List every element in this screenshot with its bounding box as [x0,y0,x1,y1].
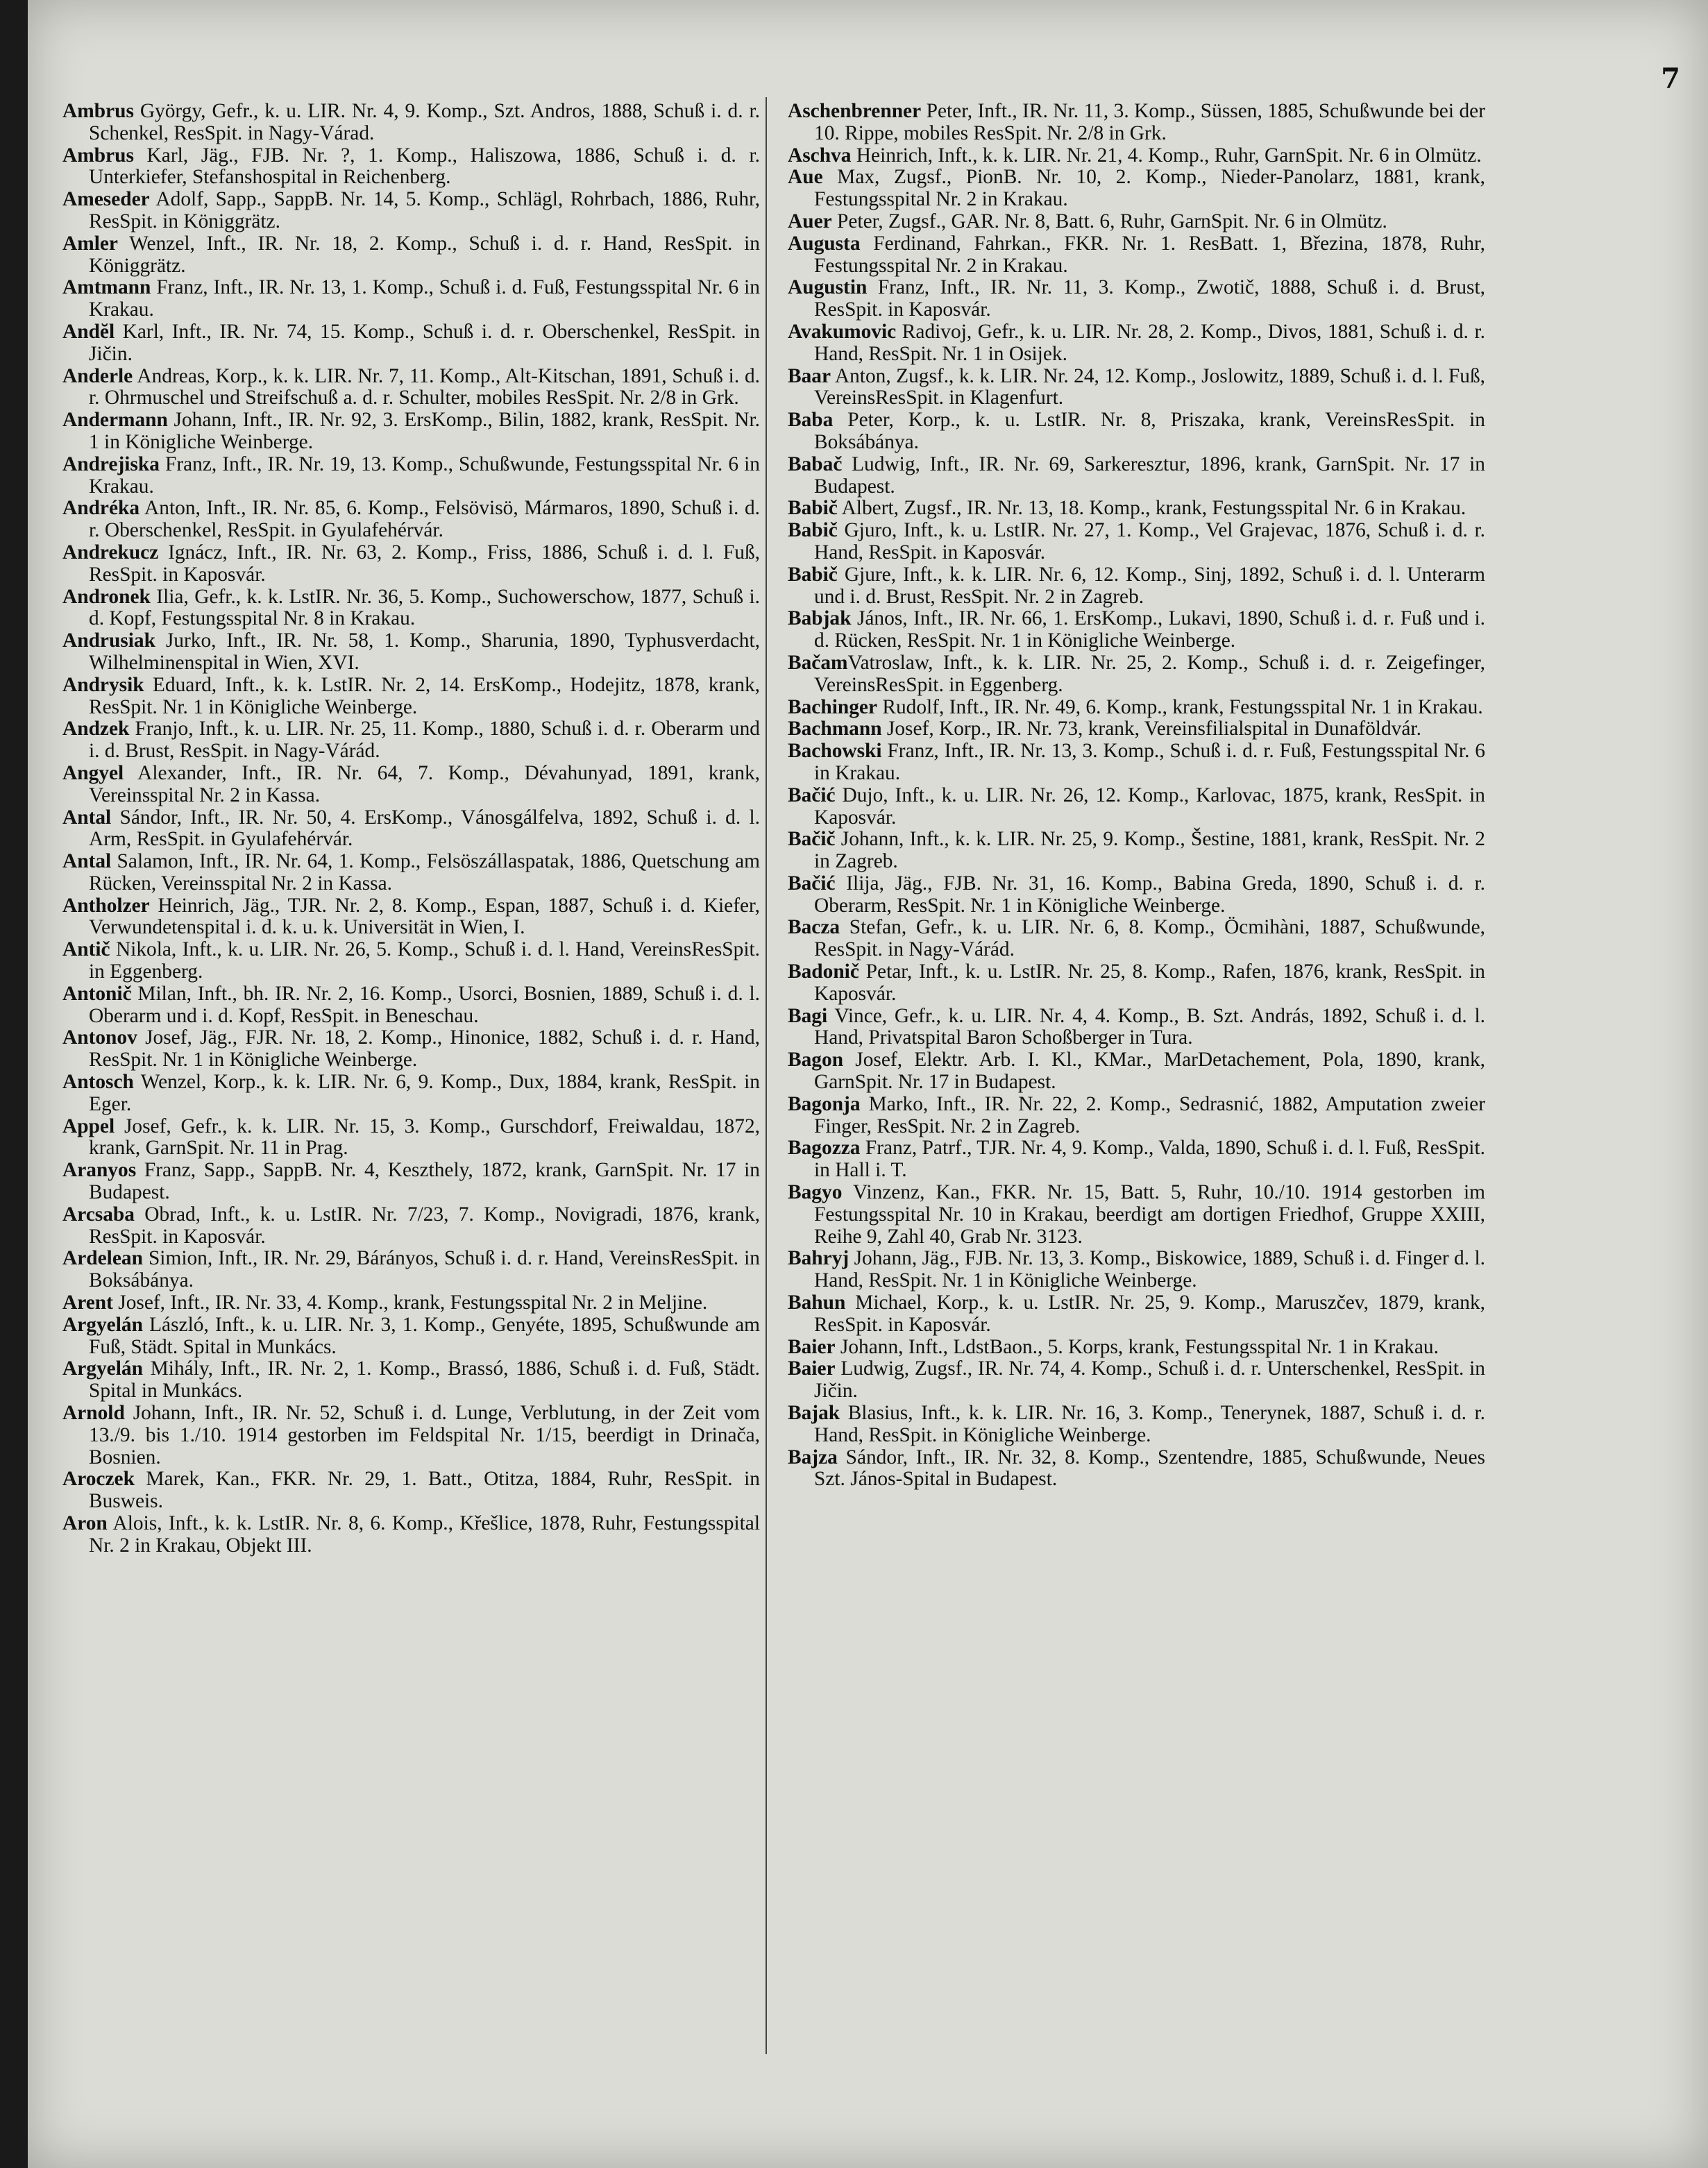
entry-surname: Antal [62,806,112,829]
entry-details: Johann, Inft., LdstBaon., 5. Korps, krank, Festungsspital Nr. 1 in Krakau. [835,1335,1439,1358]
casualty-entry [62,1513,760,1557]
entry-details: Nikola, Inft., k. u. LIR. Nr. 26, 5. Komp., Schuß i. d. l. Hand, VereinsResSpit. in Eggenberg. [89,938,760,983]
entry-details: Gjuro, Inft., k. u. LstIR. Nr. 27, 1. Komp., Vel Grajevac, 1876, Schuß i. d. r. Hand, ResSpit. in Kaposvár. [814,519,1485,564]
entry-surname: Aranyos [62,1159,137,1182]
entry-details: Ludwig, Inft., IR. Nr. 69, Sarkeresztur, 1896, krank, GarnSpit. Nr. 17 in Budapest. [814,452,1485,498]
entry-surname: Babač [788,452,843,475]
entry-surname: Bahun [788,1292,846,1314]
casualty-entry [788,873,1485,917]
casualty-entry [62,233,760,278]
casualty-entry [62,1160,760,1204]
entry-details: Peter, Inft., IR. Nr. 11, 3. Komp., Süssen, 1885, Schußwunde bei der 10. Rippe, mobiles ResSpit. Nr. 2/8 in Grk. [814,100,1485,144]
entry-surname: Babič [788,519,838,542]
casualty-entry [62,1403,760,1468]
entry-surname: Bajza [788,1446,838,1468]
entry-surname: Appel [62,1115,115,1137]
entry-surname: Amler [62,232,118,255]
entry-surname: Andrekucz [62,541,159,564]
casualty-entry [788,1292,1485,1337]
entry-details: Sándor, Inft., IR. Nr. 50, 4. ErsKomp., Vánosgálfelva, 1892, Schuß i. d. l. Arm, ResSpit. in Gyulafehérvár. [89,806,760,851]
entry-details: Ilia, Gefr., k. k. LstIR. Nr. 36, 5. Komp., Suchowerschow, 1877, Schuß i. d. Kopf, Festungsspital Nr. 8 in Krakau. [89,585,760,630]
entry-details: Ludwig, Zugsf., IR. Nr. 74, 4. Komp., Schuß i. d. r. Unterschenkel, ResSpit. in Jičin. [814,1357,1485,1403]
entry-surname: Bačič [788,828,836,851]
entry-details: Vatroslaw, Inft., k. k. LIR. Nr. 25, 2. Komp., Schuß i. d. r. Zeigefinger, VereinsResSpit. in Eggenberg. [814,651,1485,696]
casualty-entry [788,366,1485,410]
entry-surname: Babjak [788,607,852,630]
entry-surname: Baier [788,1335,836,1358]
casualty-entry [62,895,760,940]
entry-details: Radivoj, Gefr., k. u. LIR. Nr. 28, 2. Komp., Divos, 1881, Schuß i. d. r. Hand, ResSpit. Nr. 1 in Osijek. [814,320,1485,365]
casualty-entry [62,1072,760,1116]
entry-surname: Arcsaba [62,1203,135,1226]
entry-details: Wenzel, Inft., IR. Nr. 18, 2. Komp., Schuß i. d. r. Hand, ResSpit. in Königgrätz. [89,232,760,277]
casualty-entry [788,520,1485,564]
casualty-entry [788,564,1485,609]
entry-details: Johann, Inft., k. k. LIR. Nr. 25, 9. Komp., Šestine, 1881, krank, ResSpit. Nr. 2 in Zagreb. [814,828,1485,873]
entry-surname: Angyel [62,761,124,784]
casualty-entry [62,630,760,675]
entry-details: Wenzel, Korp., k. k. LIR. Nr. 6, 9. Komp., Dux, 1884, krank, ResSpit. in Eger. [89,1071,760,1115]
entry-details: Gjure, Inft., k. k. LIR. Nr. 6, 12. Komp., Sinj, 1892, Schuß i. d. l. Unterarm und i. d. Brust, ResSpit. Nr. 2 in Zagreb. [814,563,1485,608]
casualty-entry [788,1137,1485,1182]
entry-details: Vince, Gefr., k. u. LIR. Nr. 4, 4. Komp., B. Szt. András, 1892, Schuß i. d. l. Hand, Privatspital Baron Schoßberger in Tura. [814,1004,1485,1049]
casualty-entry [788,1358,1485,1403]
entry-details: Franz, Inft., IR. Nr. 19, 13. Komp., Schußwunde, Festungsspital Nr. 6 in Krakau. [89,452,760,498]
casualty-entry [62,1248,760,1292]
entry-details: Josef, Inft., IR. Nr. 33, 4. Komp., krank, Festungsspital Nr. 2 in Meljine. [112,1292,708,1314]
entry-surname: Augustin [788,276,868,299]
entry-surname: Arnold [62,1402,125,1425]
entry-surname: Andrysik [62,673,144,696]
entry-details: Salamon, Inft., IR. Nr. 64, 1. Komp., Felsöszállaspatak, 1886, Quetschung am Rücken, Vereinsspital Nr. 2 in Kassa. [89,850,760,895]
entry-details: Josef, Korp., IR. Nr. 73, krank, Vereinsfilialspital in Dunaföldvár. [881,718,1421,740]
entry-surname: Bajak [788,1402,840,1425]
entry-surname: Bagonja [788,1092,861,1115]
entry-surname: Antonič [62,982,132,1005]
entry-surname: Bačić [788,872,836,895]
casualty-entry [62,1204,760,1248]
entry-surname: Avakumovic [788,320,897,343]
casualty-entry [788,608,1485,652]
casualty-entry [788,277,1485,321]
casualty-entry [62,454,760,498]
casualty-entry [62,763,760,807]
casualty-entry [788,1049,1485,1094]
casualty-entry [62,1116,760,1160]
entry-details: Andreas, Korp., k. k. LIR. Nr. 7, 11. Komp., Alt-Kitschan, 1891, Schuß i. d. r. Ohrmuschel und Streifschuß a. d. r. Schulter, mobiles ResSpit. Nr. 2/8 in Grk. [89,364,760,409]
entry-details: Ferdinand, Fahrkan., FKR. Nr. 1. ResBatt. 1, Březina, 1878, Ruhr, Festungsspital Nr. 2 in Krakau. [814,232,1485,277]
entry-surname: Antholzer [62,894,150,917]
entry-details: Franz, Inft., IR. Nr. 11, 3. Komp., Zwotič, 1888, Schuß i. d. Brust, ResSpit. in Kaposvár. [814,276,1485,321]
entry-surname: Andronek [62,585,151,608]
casualty-entry [788,829,1485,873]
document-page [28,0,1708,2168]
casualty-entry [62,807,760,852]
entry-surname: Bačam [788,651,848,674]
entry-details: Marko, Inft., IR. Nr. 22, 2. Komp., Sedrasnić, 1882, Amputation zweier Finger, ResSpit. Nr. 2 in Zagreb. [814,1092,1485,1137]
casualty-entry [62,983,760,1028]
entry-details: Simion, Inft., IR. Nr. 29, Bárányos, Schuß i. d. r. Hand, VereinsResSpit. in Boksábánya. [89,1247,760,1292]
entry-details: Milan, Inft., bh. IR. Nr. 2, 16. Komp., Usorci, Bosnien, 1889, Schuß i. d. l. Oberarm und i. d. Kopf, ResSpit. in Beneschau. [89,982,760,1027]
entry-details: Ignácz, Inft., IR. Nr. 63, 2. Komp., Friss, 1886, Schuß i. d. l. Fuß, ResSpit. in Kaposvár. [89,541,760,586]
column-divider [766,97,767,2054]
entry-surname: Aron [62,1512,108,1534]
entry-details: Franz, Patrf., TJR. Nr. 4, 9. Komp., Valda, 1890, Schuß i. d. l. Fuß, ResSpit. in Hall i. T. [814,1137,1485,1182]
entry-surname: Baier [788,1357,836,1380]
casualty-entry [62,189,760,233]
entry-details: Heinrich, Inft., k. k. LIR. Nr. 21, 4. Komp., Ruhr, GarnSpit. Nr. 6 in Olmütz. [851,144,1482,167]
entry-surname: Ameseder [62,188,150,211]
casualty-entry [788,1337,1485,1359]
entry-surname: Badonič [788,960,859,983]
entry-surname: Bagozza [788,1137,861,1160]
entry-surname: Aschva [788,144,852,167]
casualty-entry [62,145,760,189]
casualty-entry [788,233,1485,278]
entry-surname: Auer [788,210,832,232]
entry-details: Johann, Inft., IR. Nr. 92, 3. ErsKomp., Bilin, 1882, krank, ResSpit. Nr. 1 in Königliche Weinberge. [89,409,760,453]
entry-surname: Antonov [62,1026,137,1049]
casualty-entry [62,542,760,586]
casualty-entry [62,366,760,410]
entry-surname: Aue [788,166,823,189]
entry-details: Josef, Jäg., FJR. Nr. 18, 2. Komp., Hinonice, 1882, Schuß i. d. r. Hand, ResSpit. Nr. 1 in Königliche Weinberge. [89,1026,760,1072]
entry-details: Franjo, Inft., k. u. LIR. Nr. 25, 11. Komp., 1880, Schuß i. d. r. Oberarm und i. d. Brust, ResSpit. in Nagy-Várád. [89,718,760,763]
entry-details: Marek, Kan., FKR. Nr. 29, 1. Batt., Otitza, 1884, Ruhr, ResSpit. in Busweis. [89,1468,760,1513]
entry-details: Jurko, Inft., IR. Nr. 58, 1. Komp., Sharunia, 1890, Typhusverdacht, Wilhelminenspital in Wien, XVI. [89,629,760,674]
entry-details: Albert, Zugsf., IR. Nr. 13, 18. Komp., krank, Festungsspital Nr. 6 in Krakau. [837,497,1466,520]
casualty-entry [788,785,1485,829]
entry-details: Heinrich, Jäg., TJR. Nr. 2, 8. Komp., Espan, 1887, Schuß i. d. Kiefer, Verwundetenspital i. d. k. u. k. Universität in Wien, I. [89,894,760,939]
casualty-entry [62,718,760,763]
entry-details: János, Inft., IR. Nr. 66, 1. ErsKomp., Lukavi, 1890, Schuß i. d. r. Fuß und i. d. Rücken, ResSpit. Nr. 1 in Königliche Weinberge. [814,607,1485,652]
entry-details: Peter, Zugsf., GAR. Nr. 8, Batt. 6, Ruhr, GarnSpit. Nr. 6 in Olmütz. [831,210,1387,232]
entry-details: Anton, Zugsf., k. k. LIR. Nr. 24, 12. Komp., Joslowitz, 1889, Schuß i. d. l. Fuß, VereinsResSpit. in Klagenfurt. [814,364,1485,409]
casualty-entry [62,1314,760,1359]
entry-details: Blasius, Inft., k. k. LIR. Nr. 16, 3. Komp., Tenerynek, 1887, Schuß i. d. r. Hand, ResSpit. in Königliche Weinberge. [814,1402,1485,1446]
entry-details: Franz, Inft., IR. Nr. 13, 3. Komp., Schuß i. d. r. Fuß, Festungsspital Nr. 6 in Krakau. [814,740,1485,784]
entry-surname: Andrejiska [62,452,160,475]
casualty-entry [788,321,1485,366]
casualty-entry [62,277,760,321]
entry-surname: Bagi [788,1004,828,1027]
casualty-entry [788,454,1485,498]
entry-details: Petar, Inft., k. u. LstIR. Nr. 25, 8. Komp., Rafen, 1876, krank, ResSpit. in Kaposvár. [814,960,1485,1005]
entry-surname: Arent [62,1292,113,1314]
casualty-entry [788,917,1485,961]
right-column [788,101,1485,1491]
casualty-entry [788,1182,1485,1248]
entry-surname: Andréka [62,497,140,520]
entry-details: Mihály, Inft., IR. Nr. 2, 1. Komp., Brassó, 1886, Schuß i. d. Fuß, Städt. Spital in Munkács. [89,1357,760,1403]
casualty-entry [788,101,1485,145]
casualty-entry [788,961,1485,1006]
entry-surname: Antosch [62,1071,134,1094]
casualty-entry [788,1447,1485,1491]
entry-surname: Bachowski [788,740,882,763]
casualty-entry [62,1292,760,1314]
entry-surname: Antič [62,938,110,961]
entry-details: Peter, Korp., k. u. LstIR. Nr. 8, Priszaka, krank, VereinsResSpit. in Boksábánya. [814,409,1485,453]
entry-details: Dujo, Inft., k. u. LIR. Nr. 26, 12. Komp., Karlovac, 1875, krank, ResSpit. in Kaposvár. [814,784,1485,829]
page-number: 7 [1661,62,1680,95]
casualty-entry [62,409,760,454]
entry-details: Ilija, Jäg., FJB. Nr. 31, 16. Komp., Babina Greda, 1890, Schuß i. d. r. Oberarm, ResSpit. Nr. 1 in Königliche Weinberge. [814,872,1485,917]
entry-details: Eduard, Inft., k. k. LstIR. Nr. 2, 14. ErsKomp., Hodejitz, 1878, krank, ResSpit. Nr. 1 in Königliche Weinberge. [89,673,760,718]
entry-surname: Andzek [62,718,130,740]
entry-details: Franz, Inft., IR. Nr. 13, 1. Komp., Schuß i. d. Fuß, Festungsspital Nr. 6 in Krakau. [89,276,760,321]
entry-surname: Ambrus [62,100,134,122]
entry-surname: Bačić [788,784,836,806]
entry-surname: Babič [788,497,838,520]
entry-details: Johann, Inft., IR. Nr. 52, Schuß i. d. Lunge, Verblutung, in der Zeit vom 13./9. bis 1./10. 1914 gestorben im Feldspital Nr. 1/15, beerdigt in Drinača, Bosnien. [89,1402,760,1468]
entry-surname: Bagon [788,1049,844,1072]
entry-surname: Argyelán [62,1357,143,1380]
entry-details: Adolf, Sapp., SappB. Nr. 14, 5. Komp., Schlägl, Rohrbach, 1886, Ruhr, ResSpit. in Königgrätz. [89,188,760,232]
entry-details: György, Gefr., k. u. LIR. Nr. 4, 9. Komp., Szt. Andros, 1888, Schuß i. d. r. Schenkel, ResSpit. in Nagy-Várad. [89,100,760,144]
entry-details: Michael, Korp., k. u. LstIR. Nr. 25, 9. Komp., Maruszčev, 1879, krank, ResSpit. in Kaposvár. [814,1292,1485,1336]
entry-surname: Babič [788,563,838,586]
casualty-entry [788,167,1485,211]
entry-details: Alois, Inft., k. k. LstIR. Nr. 8, 6. Komp., Křešlice, 1878, Ruhr, Festungsspital Nr. 2 in Krakau, Objekt III. [89,1512,760,1557]
entry-surname: Ardelean [62,1247,143,1270]
casualty-entry [788,145,1485,167]
casualty-entry [788,1248,1485,1292]
entry-surname: Bahryj [788,1247,849,1270]
casualty-entry [788,652,1485,697]
entry-surname: Augusta [788,232,861,255]
entry-surname: Argyelán [62,1313,143,1336]
casualty-entry [788,409,1485,454]
casualty-entry [62,586,760,631]
entry-details: Rudolf, Inft., IR. Nr. 49, 6. Komp., krank, Festungsspital Nr. 1 in Krakau. [877,695,1483,718]
entry-details: Obrad, Inft., k. u. LstIR. Nr. 7/23, 7. Komp., Novigradi, 1876, krank, ResSpit. in Kaposvár. [89,1203,760,1248]
casualty-entry [788,211,1485,233]
entry-details: Karl, Jäg., FJB. Nr. ?, 1. Komp., Haliszowa, 1886, Schuß i. d. r. Unterkiefer, Stefanshospital in Reichenberg. [89,144,760,189]
casualty-entry [788,1403,1485,1447]
entry-details: Stefan, Gefr., k. u. LIR. Nr. 6, 8. Komp., Öcmihàni, 1887, Schußwunde, ResSpit. in Nagy-Várád. [814,916,1485,961]
casualty-entry [62,1468,760,1513]
entry-surname: Baba [788,409,834,432]
entry-surname: Andermann [62,409,168,432]
left-column [62,101,760,1557]
entry-details: Sándor, Inft., IR. Nr. 32, 8. Komp., Szentendre, 1885, Schußwunde, Neues Szt. János-Spital in Budapest. [814,1446,1485,1491]
casualty-entry [788,718,1485,740]
casualty-entry [62,939,760,983]
entry-surname: Antal [62,850,112,873]
entry-surname: Bagyo [788,1181,843,1204]
casualty-entry [788,498,1485,520]
casualty-entry [62,1027,760,1072]
entry-surname: Baar [788,364,831,387]
entry-surname: Andĕl [62,320,115,343]
entry-details: László, Inft., k. u. LIR. Nr. 3, 1. Komp., Genyéte, 1895, Schußwunde am Fuß, Städt. Spital in Munkács. [89,1313,760,1358]
entry-details: Anton, Inft., IR. Nr. 85, 6. Komp., Felsövisö, Mármaros, 1890, Schuß i. d. r. Oberschenkel, ResSpit. in Gyulafehérvár. [89,497,760,542]
casualty-entry [62,498,760,542]
entry-details: Franz, Sapp., SappB. Nr. 4, Keszthely, 1872, krank, GarnSpit. Nr. 17 in Budapest. [89,1159,760,1204]
casualty-entry [62,101,760,145]
entry-details: Max, Zugsf., PionB. Nr. 10, 2. Komp., Nieder-Panolarz, 1881, krank, Festungsspital Nr. 2 in Krakau. [814,166,1485,211]
casualty-entry [788,697,1485,719]
entry-details: Vinzenz, Kan., FKR. Nr. 15, Batt. 5, Ruhr, 10./10. 1914 gestorben im Festungsspital Nr. 10 in Krakau, beerdigt am dortigen Friedhof, Gruppe XXIII, Reihe 9, Zahl 40, Grab Nr. 3123. [814,1181,1485,1248]
entry-surname: Bachmann [788,718,882,740]
casualty-entry [62,1358,760,1403]
entry-details: Josef, Gefr., k. k. LIR. Nr. 15, 3. Komp., Gurschdorf, Freiwaldau, 1872, krank, GarnSpit. Nr. 11 in Prag. [89,1115,760,1160]
entry-details: Karl, Inft., IR. Nr. 74, 15. Komp., Schuß i. d. r. Oberschenkel, ResSpit. in Jičin. [89,320,760,365]
entry-surname: Anderle [62,364,133,387]
entry-surname: Amtmann [62,276,151,299]
casualty-entry [62,851,760,895]
entry-surname: Aschenbrenner [788,100,922,122]
entry-surname: Ambrus [62,144,134,167]
entry-surname: Andrusiak [62,629,155,652]
casualty-entry [788,1006,1485,1050]
casualty-entry [62,321,760,366]
casualty-entry [788,1094,1485,1138]
casualty-entry [788,740,1485,785]
entry-details: Josef, Elektr. Arb. I. Kl., KMar., MarDetachement, Pola, 1890, krank, GarnSpit. Nr. 17 in Budapest. [814,1049,1485,1094]
entry-surname: Bacza [788,916,840,939]
entry-details: Alexander, Inft., IR. Nr. 64, 7. Komp., Dévahunyad, 1891, krank, Vereinsspital Nr. 2 in Kassa. [89,761,760,806]
casualty-entry [62,675,760,719]
entry-surname: Aroczek [62,1468,135,1491]
entry-details: Johann, Jäg., FJB. Nr. 13, 3. Komp., Biskowice, 1889, Schuß i. d. Finger d. l. Hand, ResSpit. Nr. 1 in Königliche Weinberge. [814,1247,1485,1292]
entry-surname: Bachinger [788,695,877,718]
